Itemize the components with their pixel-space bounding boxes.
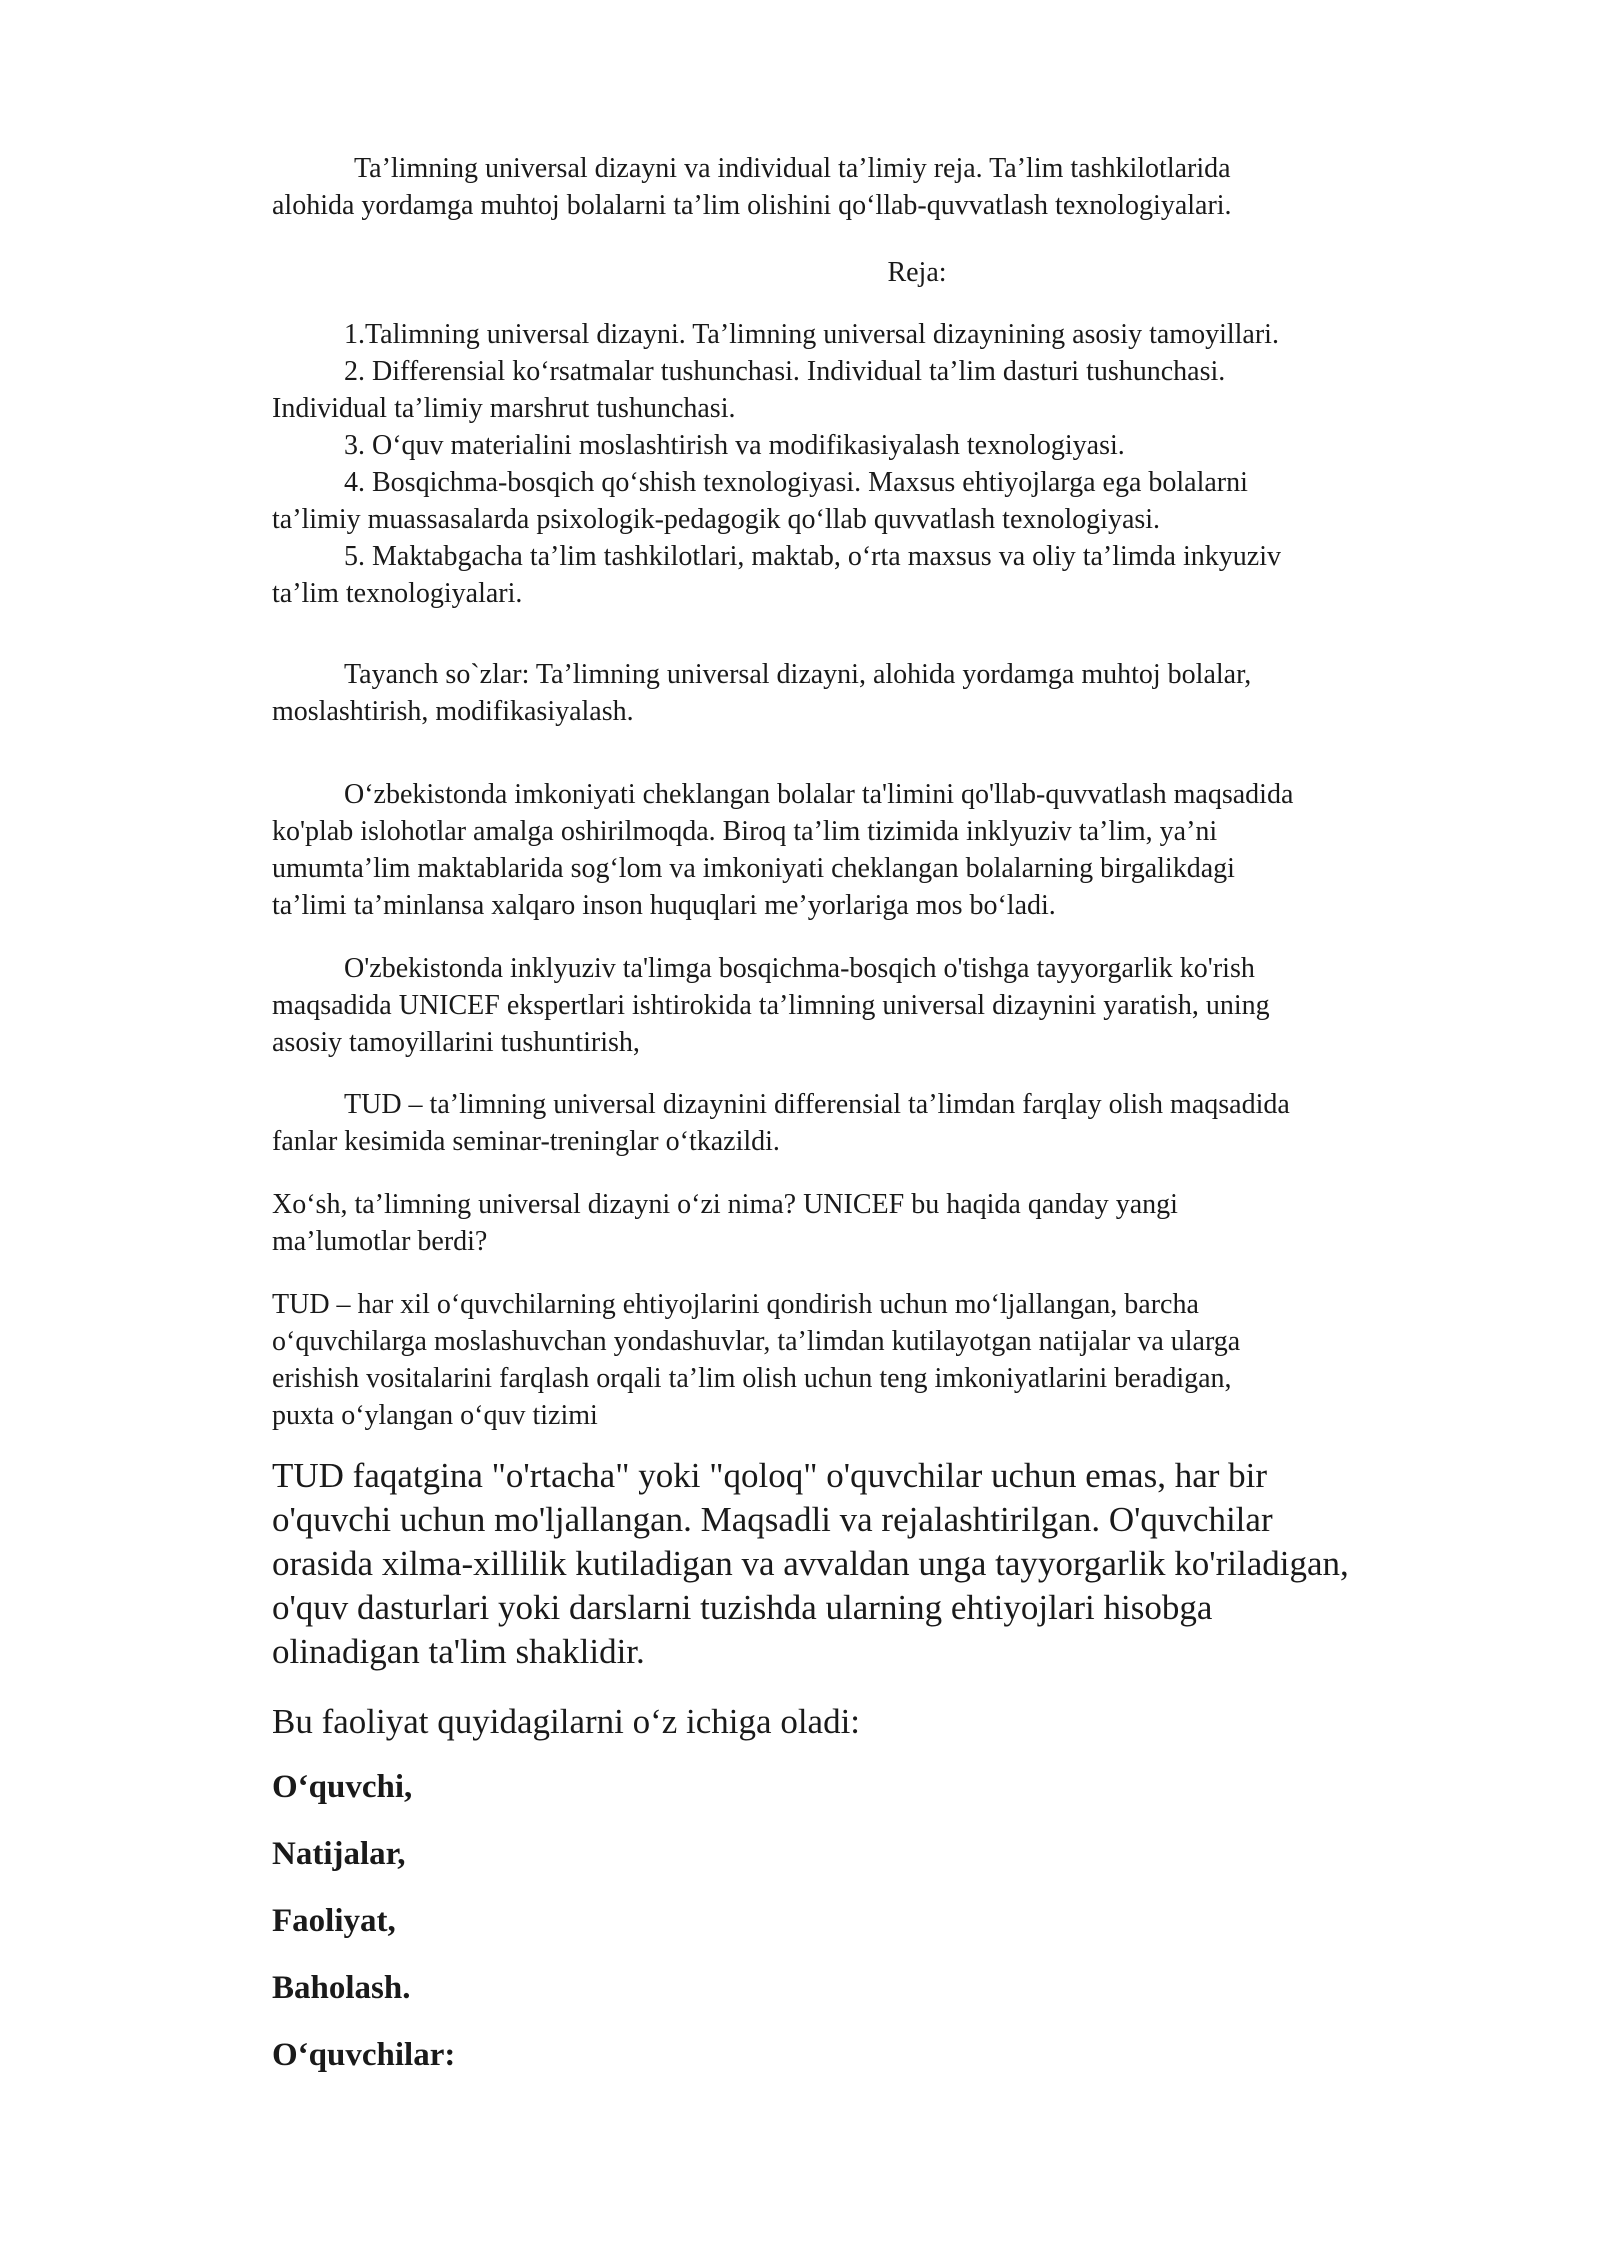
question-paragraph xyxy=(272,1186,1462,1260)
document-title xyxy=(272,150,1462,224)
title-line: alohida yordamga muhtoj bolalarni ta’lim olishini qo‘llab-quvvatlash texnologiyalari. xyxy=(272,190,1232,221)
paragraph-3 xyxy=(272,1086,1462,1160)
question-line: Xo‘sh, ta’limning universal dizayni o‘zi nima? UNICEF bu haqida qanday yangi xyxy=(272,1189,1178,1220)
definition-paragraph xyxy=(272,1286,1462,1434)
large-paragraph xyxy=(272,1454,1502,1674)
includes-line: Bu faoliyat quyidagilarni o‘z ichiga oladi: xyxy=(272,1702,861,1741)
plan-item: 3. O‘quv materialini moslashtirish va modifikasiyalash texnologiyasi. xyxy=(344,430,1125,461)
large-paragraph-line: olinadigan ta'lim shaklidir. xyxy=(272,1632,645,1671)
paragraph-line: TUD – ta’limning universal dizaynini differensial ta’limdan farqlay olish maqsadida xyxy=(344,1089,1290,1120)
paragraph-line: asosiy tamoyillarini tushuntirish, xyxy=(272,1027,640,1058)
bold-item-assessment: Baholash. xyxy=(272,1970,411,2006)
bold-item-learners: O‘quvchilar: xyxy=(272,2037,456,2073)
definition-line: o‘quvchilarga moslashuvchan yondashuvlar, ta’limdan kutilayotgan natijalar va ularga xyxy=(272,1326,1241,1357)
paragraph-line: umumta’lim maktablarida sog‘lom va imkoniyati cheklangan bolalarning birgalikdagi xyxy=(272,853,1235,884)
paragraph-2 xyxy=(272,950,1462,1061)
bold-item-learner: O‘quvchi, xyxy=(272,1769,413,1805)
title-line: Ta’limning universal dizayni va individual ta’limiy reja. Ta’lim tashkilotlarida xyxy=(354,153,1231,184)
definition-line: puxta o‘ylangan o‘quv tizimi xyxy=(272,1400,598,1431)
plan-item: 4. Bosqichma-bosqich qo‘shish texnologiyasi. Maxsus ehtiyojlarga ega bolalarni xyxy=(344,467,1248,498)
paragraph-line: ta’limi ta’minlansa xalqaro inson huquqlari me’yorlariga mos bo‘ladi. xyxy=(272,890,1056,921)
bold-item-results: Natijalar, xyxy=(272,1836,406,1872)
plan-item: Individual ta’limiy marshrut tushunchasi. xyxy=(272,393,736,424)
paragraph-1 xyxy=(272,776,1482,924)
paragraph-line: maqsadida UNICEF ekspertlari ishtirokida ta’limning universal dizaynini yaratish, uning xyxy=(272,990,1270,1021)
plan-list xyxy=(272,316,1472,612)
paragraph-line: O‘zbekistonda imkoniyati cheklangan bolalar ta'limini qo'llab-quvvatlash maqsadida xyxy=(344,779,1294,810)
keywords-line: moslashtirish, modifikasiyalash. xyxy=(272,696,634,727)
large-paragraph-line: o'quvchi uchun mo'ljallangan. Maqsadli va rejalashtirilgan. O'quvchilar xyxy=(272,1500,1273,1539)
plan-item: 5. Maktabgacha ta’lim tashkilotlari, maktab, o‘rta maxsus va oliy ta’limda inkyuziv xyxy=(344,541,1281,572)
keywords-line: Tayanch so`zlar: Ta’limning universal dizayni, alohida yordamga muhtoj bolalar, xyxy=(344,659,1252,690)
large-paragraph-line: orasida xilma-xillilik kutiladigan va avvaldan unga tayyorgarlik ko'riladigan, xyxy=(272,1544,1349,1583)
large-paragraph-line: TUD faqatgina "o'rtacha" yoki "qoloq" o'quvchilar uchun emas, har bir xyxy=(272,1456,1268,1495)
keywords-paragraph xyxy=(272,656,1462,730)
paragraph-line: O'zbekistonda inklyuziv ta'limga bosqichma-bosqich o'tishga tayyorgarlik ko'rish xyxy=(344,953,1255,984)
paragraph-line: fanlar kesimida seminar-treninglar o‘tkazildi. xyxy=(272,1126,780,1157)
plan-item: 1.Talimning universal dizayni. Ta’limning universal dizaynining asosiy tamoyillari. xyxy=(344,319,1279,350)
definition-line: erishish vositalarini farqlash orqali ta’lim olish uchun teng imkoniyatlarini beradigan, xyxy=(272,1363,1232,1394)
plan-item: ta’limiy muassasalarda psixologik-pedagogik qo‘llab quvvatlash texnologiyasi. xyxy=(272,504,1161,535)
plan-item: 2. Differensial ko‘rsatmalar tushunchasi. Individual ta’lim dasturi tushunchasi. xyxy=(344,356,1226,387)
large-paragraph-line: o'quv dasturlari yoki darslarni tuzishda ularning ehtiyojlari hisobga xyxy=(272,1588,1213,1627)
bold-item-activity: Faoliyat, xyxy=(272,1903,396,1939)
definition-line: TUD – har xil o‘quvchilarning ehtiyojlarini qondirish uchun mo‘ljallangan, barcha xyxy=(272,1289,1199,1320)
paragraph-line: ko'plab islohotlar amalga oshirilmoqda. Biroq ta’lim tizimida inklyuziv ta’lim, ya’ni xyxy=(272,816,1218,847)
plan-item: ta’lim texnologiyalari. xyxy=(272,578,523,609)
plan-heading: Reja: xyxy=(887,257,947,288)
question-line: ma’lumotlar berdi? xyxy=(272,1226,488,1257)
